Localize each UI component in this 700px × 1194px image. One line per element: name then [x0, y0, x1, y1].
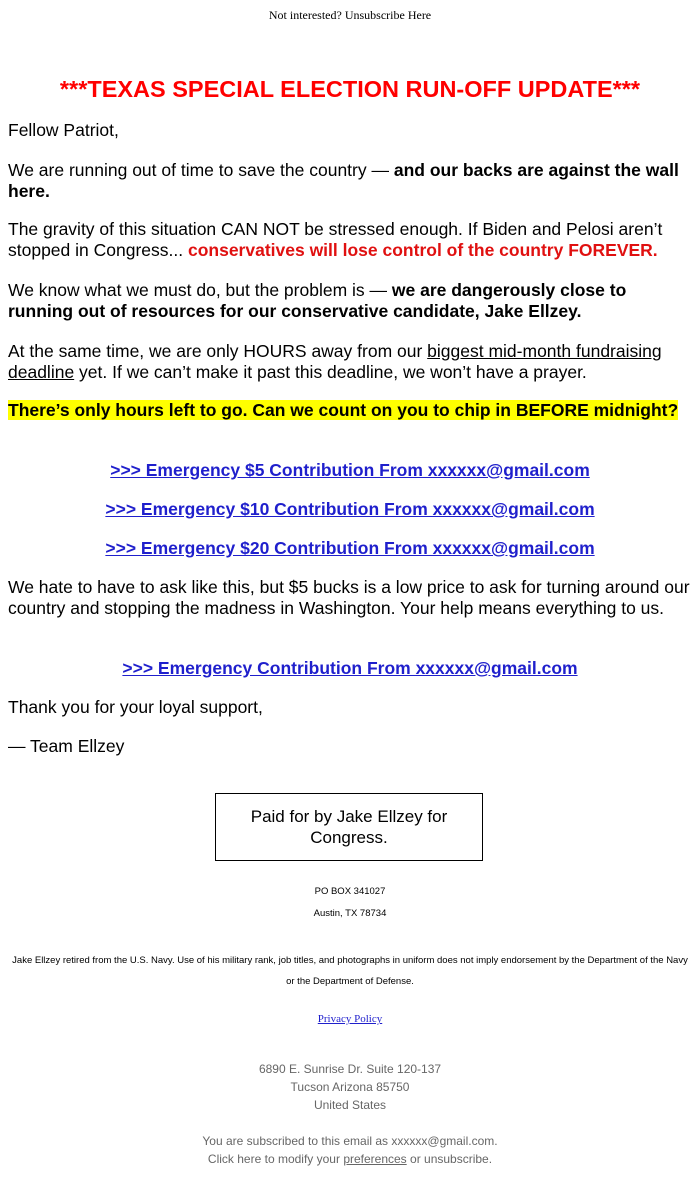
subscribed-text: You are subscribed to this email as xxxxxx@gmail.com. — [202, 1134, 498, 1148]
subscription-info — [0, 1132, 700, 1168]
headline: ***TEXAS SPECIAL ELECTION RUN-OFF UPDATE*** — [59, 76, 641, 102]
paragraph-1-bold: and our backs are against the wall here. — [8, 160, 679, 201]
mailing-address — [0, 1060, 700, 1114]
modify-line — [0, 1150, 700, 1168]
signature: — Team Ellzey — [8, 736, 125, 756]
paragraph-4 — [8, 341, 692, 383]
paragraph-4-post: yet. If we can’t make it past this deadline, we won’t have a prayer. — [74, 362, 587, 382]
paragraph-2 — [8, 219, 692, 261]
paragraph-1-text: We are running out of time to save the country — — [8, 160, 394, 180]
contribute-20-link[interactable]: >>> Emergency $20 Contribution From xxxxxx@gmail.com — [105, 538, 595, 558]
contribute-5-link[interactable]: >>> Emergency $5 Contribution From xxxxxx@gmail.com — [110, 460, 590, 480]
cta-5 — [0, 460, 700, 481]
cta-any — [0, 658, 700, 679]
address-line-3: United States — [313, 1098, 387, 1112]
thanks-line: Thank you for your loyal support, — [8, 697, 263, 717]
paragraph-3 — [8, 280, 692, 322]
highlight-paragraph — [8, 400, 692, 421]
po-box: PO BOX 341027 — [314, 886, 386, 897]
address-line-2: Tucson Arizona 85750 — [290, 1080, 410, 1094]
cta-20 — [0, 538, 700, 559]
paragraph-5: We hate to have to ask like this, but $5 bucks is a low price to ask for turning around our country and stopping the madness in Washington. Your help means everything to us. — [8, 577, 690, 618]
paragraph-4-underlined: biggest mid-month fundraising deadline — [8, 341, 662, 382]
paragraph-3-text: We know what we must do, but the problem is — — [8, 280, 392, 300]
unsubscribe-header — [0, 8, 700, 23]
highlight-text: There’s only hours left to go. Can we count on you to chip in BEFORE midnight? — [8, 400, 679, 420]
paid-for-box — [215, 793, 483, 861]
paid-for-text: Paid for by Jake Ellzey for Congress. — [250, 807, 448, 847]
privacy-policy-link[interactable]: Privacy Policy — [317, 1013, 383, 1025]
contribute-any-link[interactable]: >>> Emergency Contribution From xxxxxx@gmail.com — [122, 658, 578, 678]
address-line-1: 6890 E. Sunrise Dr. Suite 120-137 — [258, 1062, 442, 1076]
modify-post: or unsubscribe. — [406, 1152, 493, 1166]
paragraph-1 — [8, 160, 692, 202]
unsubscribe-link[interactable]: Not interested? Unsubscribe Here — [268, 8, 432, 22]
paragraph-4-pre: At the same time, we are only HOURS away from our — [8, 341, 428, 361]
navy-disclaimer: Jake Ellzey retired from the U.S. Navy. Use of his military rank, job titles, and photographs in uniform does not imply endorsement by the Department of the Navy or the Department of Defense. — [12, 955, 688, 987]
cta-10 — [0, 499, 700, 520]
preferences-link[interactable]: preferences — [343, 1152, 407, 1166]
paragraph-2-text: The gravity of this situation CAN NOT be stressed enough. If Biden and Pelosi aren’t stopped in Congress... — [8, 219, 663, 260]
paragraph-3-bold: we are dangerously close to running out of resources for our conservative candidate, Jake Ellzey. — [8, 280, 627, 321]
city-line: Austin, TX 78734 — [313, 908, 387, 919]
privacy-section — [0, 1013, 700, 1025]
modify-pre: Click here to modify your — [207, 1152, 344, 1166]
greeting: Fellow Patriot, — [8, 120, 119, 140]
paragraph-2-red: conservatives will lose control of the country FOREVER. — [187, 240, 658, 260]
contribute-10-link[interactable]: >>> Emergency $10 Contribution From xxxxxx@gmail.com — [105, 499, 595, 519]
